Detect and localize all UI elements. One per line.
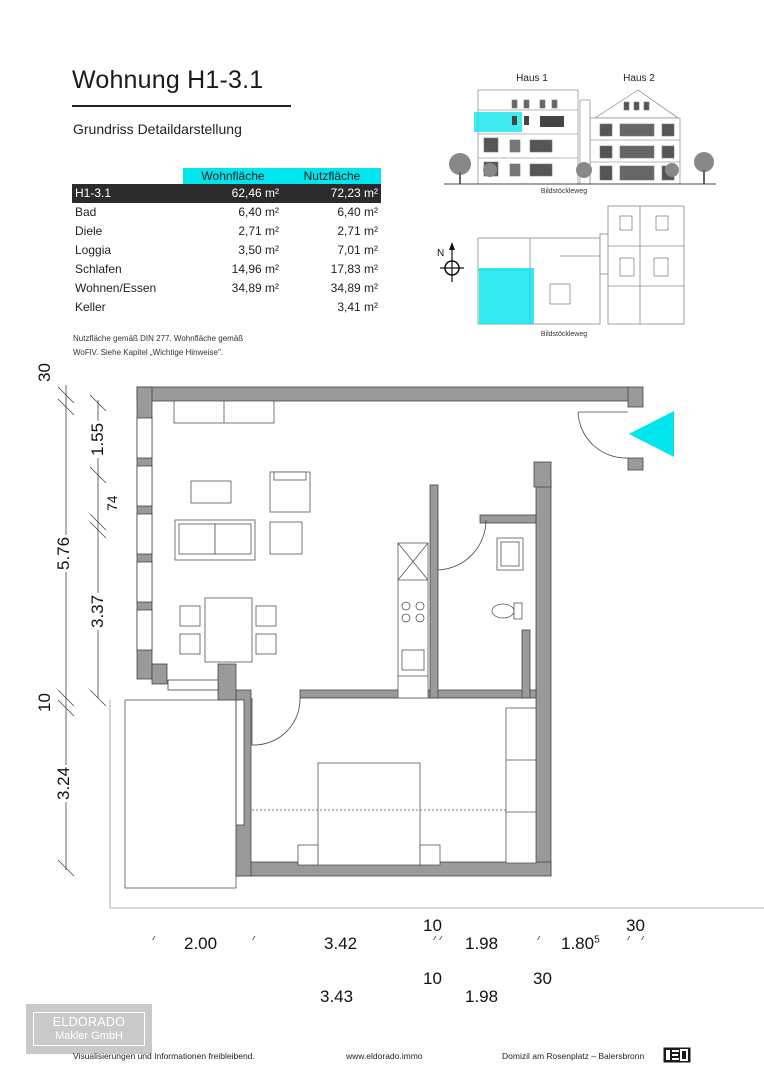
- area-table: [72, 168, 381, 317]
- table-row: [72, 203, 381, 222]
- row-name: Keller: [75, 300, 106, 314]
- col-header-nutzflaeche: Nutzfläche: [283, 168, 381, 184]
- logo-subname: Makler GmbH: [55, 1030, 123, 1042]
- north-label: N: [437, 248, 445, 259]
- row-name: Diele: [75, 224, 103, 238]
- dim-value: 1.80: [561, 934, 595, 953]
- table-row: [72, 222, 381, 241]
- page-subtitle: Grundriss Detaildarstellung: [73, 121, 242, 137]
- dim-left-324: 3.24: [54, 766, 73, 800]
- row-nutzflaeche: 34,89 m²: [330, 281, 378, 295]
- footnote-line: WoFlV. Siehe Kapitel „Wichtige Hinweise".: [73, 348, 224, 357]
- row-nutzflaeche: 7,01 m²: [337, 243, 378, 257]
- dim-bottom2-10: 10: [423, 969, 442, 988]
- row-nutzflaeche: 72,23 m²: [283, 184, 381, 203]
- area-footnote: [73, 332, 313, 360]
- row-name: Loggia: [75, 243, 112, 257]
- label-haus-2: Haus 2: [623, 73, 655, 84]
- dim-bottom-198: 1.98: [461, 934, 502, 954]
- row-wohnflaeche: 14,96 m²: [231, 262, 279, 276]
- building-elevation-keyplan: [440, 66, 720, 196]
- col-header-wohnflaeche: Wohnfläche: [183, 168, 283, 184]
- area-table-header: [72, 168, 381, 184]
- table-row: [72, 279, 381, 298]
- row-wohnflaeche: 62,46 m²: [183, 184, 283, 203]
- footer-project-name: Domizil am Rosenplatz – Baiersbronn: [502, 1051, 645, 1061]
- dim-superscript: 5: [594, 934, 600, 946]
- row-name: Schlafen: [75, 262, 122, 276]
- dim-left-155: 1.55: [88, 422, 107, 456]
- row-nutzflaeche: 3,41 m²: [337, 300, 378, 314]
- dim-bottom2-30: 30: [533, 969, 552, 988]
- footnote-line: Nutzfläche gemäß DIN 277. Wohnfläche gemäß: [73, 334, 244, 343]
- dim-left-10: 10: [35, 693, 54, 712]
- row-wohnflaeche: 6,40 m²: [238, 205, 279, 219]
- dim-left-30: 30: [35, 363, 54, 382]
- company-logo: [26, 1004, 152, 1054]
- row-name: Wohnen/Essen: [75, 281, 157, 295]
- dim-left-337: 3.37: [88, 594, 107, 628]
- row-wohnflaeche: [183, 298, 283, 317]
- dim-bottom2-198: 1.98: [461, 987, 502, 1007]
- table-row: [72, 241, 381, 260]
- logo-name: ELDORADO: [52, 1015, 126, 1029]
- dim-bottom-342: 3.42: [320, 934, 361, 954]
- table-row: [72, 260, 381, 279]
- row-name: Bad: [75, 205, 97, 219]
- dim-bottom-10: 10: [423, 916, 442, 935]
- table-row-total: [72, 184, 381, 203]
- row-wohnflaeche: 2,71 m²: [238, 224, 279, 238]
- entry-door: [578, 412, 628, 458]
- row-name: H1-3.1: [72, 184, 183, 203]
- dim-bottom-180: [558, 934, 603, 954]
- footer-disclaimer: Visualisierungen und Informationen freibleibend.: [73, 1051, 255, 1061]
- furniture: [174, 401, 536, 865]
- row-wohnflaeche: 3,50 m²: [238, 243, 279, 257]
- dim-left-74: 74: [104, 495, 120, 511]
- dim-bottom2-343: 3.43: [316, 987, 357, 1007]
- row-nutzflaeche: 6,40 m²: [337, 205, 378, 219]
- row-wohnflaeche: 34,89 m²: [231, 281, 279, 295]
- label-haus-1: Haus 1: [516, 73, 548, 84]
- floor-plan: [0, 360, 764, 940]
- title-divider: [72, 105, 291, 107]
- site-plan-keyplan: [430, 198, 720, 340]
- brand-icon: [663, 1047, 691, 1063]
- highlighted-apartment-siteplan: [479, 268, 534, 324]
- footer-website-link[interactable]: www.eldorado.immo: [346, 1051, 423, 1061]
- dim-left-576: 5.76: [54, 536, 73, 570]
- street-label: Bildstöckleweg: [540, 188, 588, 195]
- row-nutzflaeche: 17,83 m²: [330, 262, 378, 276]
- dim-bottom-30: 30: [626, 916, 645, 935]
- page-title: Wohnung H1-3.1: [72, 66, 264, 94]
- table-row: [72, 298, 381, 317]
- entrance-marker-icon: [629, 411, 674, 457]
- loggia: [110, 700, 764, 908]
- street-label: Bildstöckleweg: [540, 331, 588, 338]
- dim-bottom-200: 2.00: [180, 934, 221, 954]
- row-nutzflaeche: 2,71 m²: [337, 224, 378, 238]
